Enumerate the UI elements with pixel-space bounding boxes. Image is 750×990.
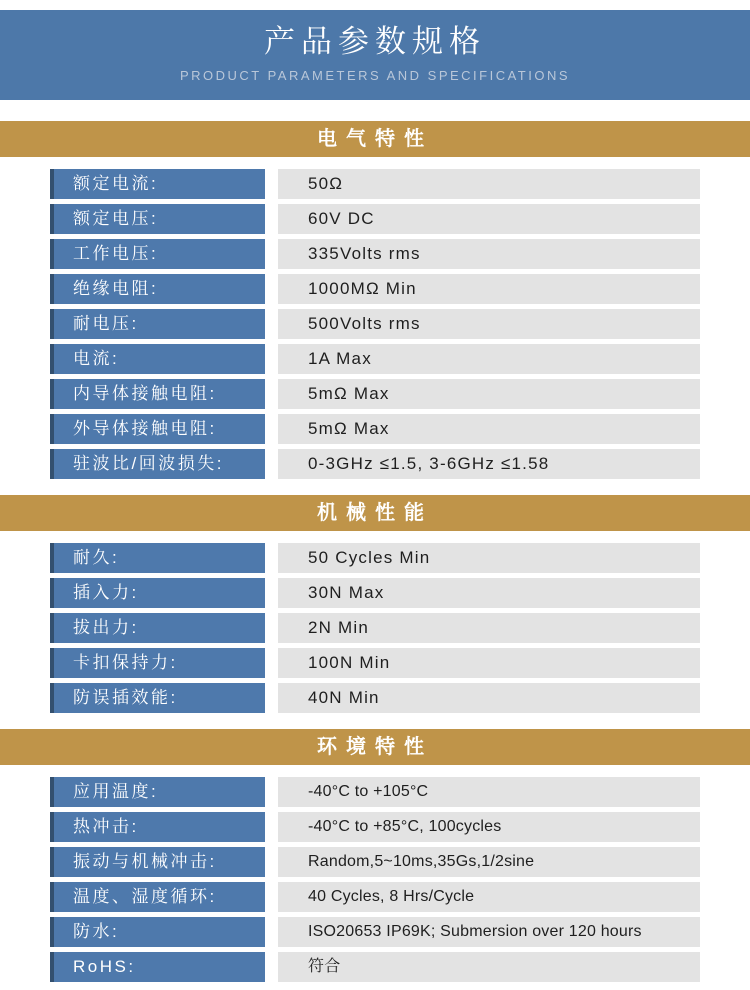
spec-label: 插入力: [50,578,265,608]
spec-value: 335Volts rms [278,239,700,269]
spec-value: 5mΩ Max [278,414,700,444]
mechanical-rows [0,531,750,713]
spec-value: 2N Min [278,613,700,643]
spec-value: 1000MΩ Min [278,274,700,304]
header-banner [0,10,750,100]
spec-label: 耐电压: [50,309,265,339]
spec-value: 符合 [278,952,700,982]
table-row [50,274,700,304]
table-row [50,449,700,479]
spec-value: 40 Cycles, 8 Hrs/Cycle [278,882,700,912]
table-row [50,777,700,807]
product-spec-page [0,10,750,990]
section-title-mechanical: 机械性能 [0,495,750,531]
environmental-rows [0,765,750,982]
section-environmental [0,729,750,982]
spec-label: RoHS: [50,952,265,982]
table-row [50,543,700,573]
spec-value: 30N Max [278,578,700,608]
table-row [50,917,700,947]
section-title-electrical: 电气特性 [0,121,750,157]
table-row [50,613,700,643]
spec-label: 应用温度: [50,777,265,807]
section-mechanical [0,495,750,713]
section-title-environmental: 环境特性 [0,729,750,765]
spec-label: 绝缘电阻: [50,274,265,304]
table-row [50,204,700,234]
table-row [50,648,700,678]
electrical-rows [0,157,750,479]
spec-value: -40°C to +105°C [278,777,700,807]
table-row [50,847,700,877]
spec-value: 5mΩ Max [278,379,700,409]
spec-label: 额定电流: [50,169,265,199]
spec-label: 拔出力: [50,613,265,643]
spec-label: 防误插效能: [50,683,265,713]
spec-label: 振动与机械冲击: [50,847,265,877]
table-row [50,812,700,842]
spec-value: 0-3GHz ≤1.5, 3-6GHz ≤1.58 [278,449,700,479]
page-subtitle: PRODUCT PARAMETERS AND SPECIFICATIONS [179,68,571,83]
spec-value: 500Volts rms [278,309,700,339]
spec-label: 额定电压: [50,204,265,234]
spec-label: 温度、湿度循环: [50,882,265,912]
table-row [50,379,700,409]
spec-label: 外导体接触电阻: [50,414,265,444]
spec-value: 60V DC [278,204,700,234]
page-title: 产品参数规格 [264,24,486,59]
spec-value: -40°C to +85°C, 100cycles [278,812,700,842]
spec-label: 卡扣保持力: [50,648,265,678]
spec-label: 热冲击: [50,812,265,842]
table-row [50,683,700,713]
table-row [50,239,700,269]
spec-value: 100N Min [278,648,700,678]
spec-label: 工作电压: [50,239,265,269]
table-row [50,578,700,608]
table-row [50,309,700,339]
table-row [50,169,700,199]
table-row [50,952,700,982]
spec-label: 驻波比/回波损失: [50,449,265,479]
spec-value: 40N Min [278,683,700,713]
table-row [50,882,700,912]
spec-label: 内导体接触电阻: [50,379,265,409]
spec-value: 50 Cycles Min [278,543,700,573]
table-row [50,344,700,374]
spec-label: 电流: [50,344,265,374]
spec-value: ISO20653 IP69K; Submersion over 120 hours [278,917,700,947]
table-row [50,414,700,444]
spec-value: 50Ω [278,169,700,199]
spec-value: Random,5~10ms,35Gs,1/2sine [278,847,700,877]
section-electrical [0,121,750,479]
spec-label: 防水: [50,917,265,947]
spec-label: 耐久: [50,543,265,573]
spec-value: 1A Max [278,344,700,374]
